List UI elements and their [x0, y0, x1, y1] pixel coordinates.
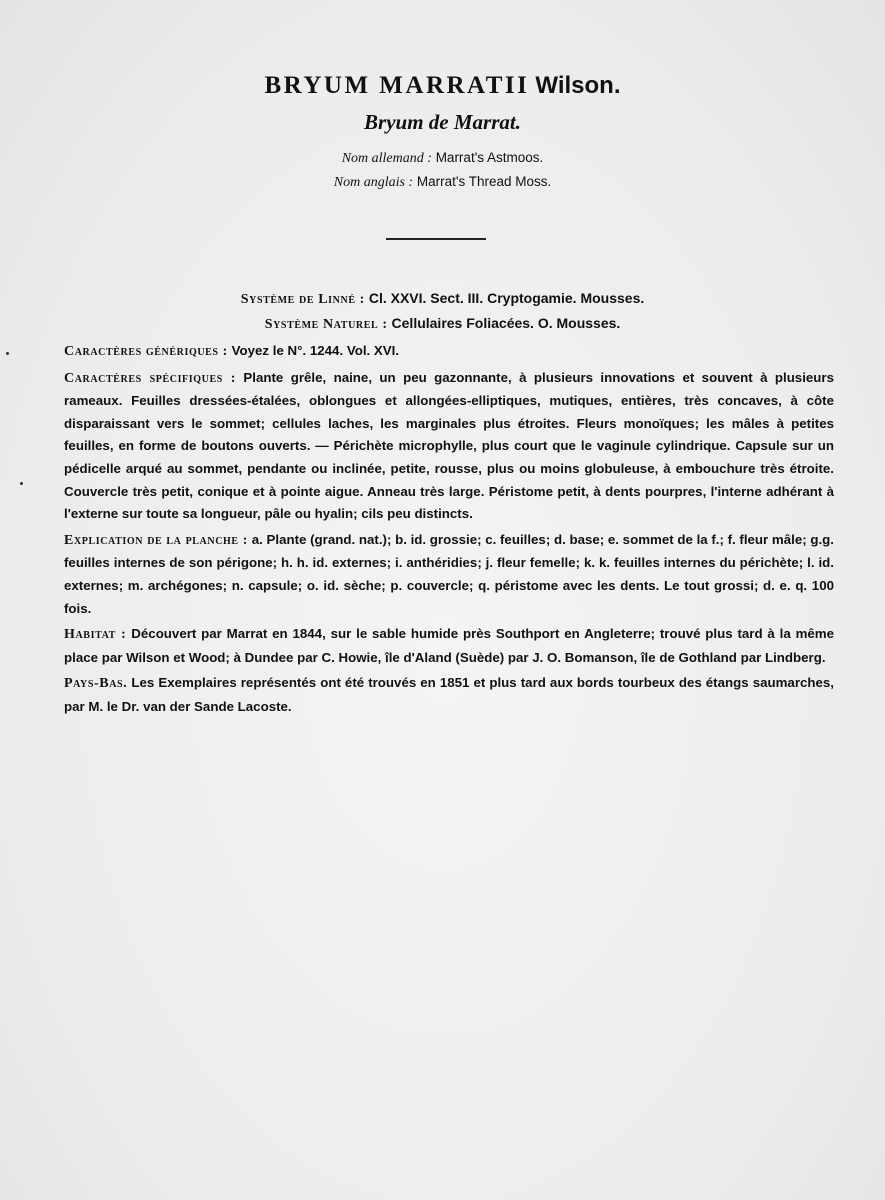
netherlands-label: Pays-Bas. — [64, 676, 128, 692]
english-name: Marrat's Thread Moss. — [416, 174, 552, 189]
specific-characters-label: Caractères spécifiques : — [64, 370, 236, 386]
netherlands-text: Les Exemplaires représentés ont été trouvés en 1851 et plus tard aux bords tourbeux des étangs saumarches, par M. le Dr. van der Sande Lacoste. — [64, 675, 834, 714]
system-linne-label: Système de Linné : — [240, 292, 365, 307]
system-naturel-text: Cellulaires Foliacées. O. Mousses. — [391, 315, 621, 331]
german-name-line — [0, 150, 885, 167]
title-author: Wilson. — [535, 72, 621, 99]
system-naturel-label: Système Naturel : — [264, 317, 388, 332]
habitat-label: Habitat : — [64, 627, 127, 643]
page-title — [0, 72, 885, 100]
body-text — [64, 340, 834, 722]
title-species: BRYUM MARRATII — [264, 72, 530, 99]
habitat-text: Découvert par Marrat en 1844, sur le sable humide près Southport en Angleterre; trouvé plus tard à la même place par Wilson et Wood; à Dundee par C. Howie, île d'Aland (Suède) par J. O. Bomanson, île de Gothland par Lindberg. — [64, 626, 834, 665]
system-naturel-line — [0, 315, 885, 333]
page-subtitle: Bryum de Marrat. — [364, 110, 521, 134]
plate-explanation-paragraph — [64, 529, 834, 620]
plate-explanation-text: a. Plante (grand. nat.); b. id. grossie; c. feuilles; d. base; e. sommet de la f.; f. fleur mâle; g.g. feuilles internes de son périgone; h. h. id. externes; i. anthéridies; j. fleur femelle; k. k. feuilles internes du périchète; l. id. externes; m. archégones; n. capsule; o. id. sèche; p. couvercle; q. péristome avec les dents. Le tout grossi; d. e. q. 100 fois. — [64, 531, 834, 616]
german-name: Marrat's Astmoos. — [435, 150, 544, 165]
german-label: Nom allemand : — [341, 151, 432, 166]
speck — [6, 352, 9, 355]
netherlands-paragraph — [64, 672, 834, 718]
generic-characters-label: Caractères génériques : — [64, 344, 228, 359]
system-linne-line — [0, 290, 885, 308]
english-name-line — [0, 174, 885, 191]
generic-characters-paragraph — [64, 340, 834, 364]
speck — [20, 482, 23, 485]
english-label: Nom anglais : — [333, 175, 414, 190]
habitat-paragraph — [64, 623, 834, 669]
specific-characters-paragraph — [64, 367, 834, 526]
plate-explanation-label: Explication de la planche : — [64, 532, 249, 548]
specific-characters-text: Plante grêle, naine, un peu gazonnante, à plusieurs innovations et souvent à plusieurs rameaux. Feuilles dressées-étalées, oblongues et allongées-elliptiques, mutiques, entières, très concaves, à côte disparaissant vers le sommet; cellules laches, les marginales plus étroites. Fleurs monoïques; les mâles à petites feuilles, en forme de boutons ouverts. — Périchète microphylle, plus court que le vaginule cylindrique. Capsule sur un pédicelle arqué au sommet, pendante ou inclinée, petite, rousse, plus ou moins globuleuse, à embouchure très étroite. Couvercle très petit, conique et à pointe aigue. Anneau très large. Péristome petit, à dents pourpres, l'interne adhérant à l'externe sur toute sa longueur, pâle ou hyalin; cils peu distincts. — [64, 369, 834, 522]
system-linne-text: Cl. XXVI. Sect. III. Cryptogamie. Mousses. — [368, 290, 645, 306]
divider — [386, 238, 486, 240]
generic-characters-text: Voyez le N°. 1244. Vol. XVI. — [231, 343, 400, 358]
